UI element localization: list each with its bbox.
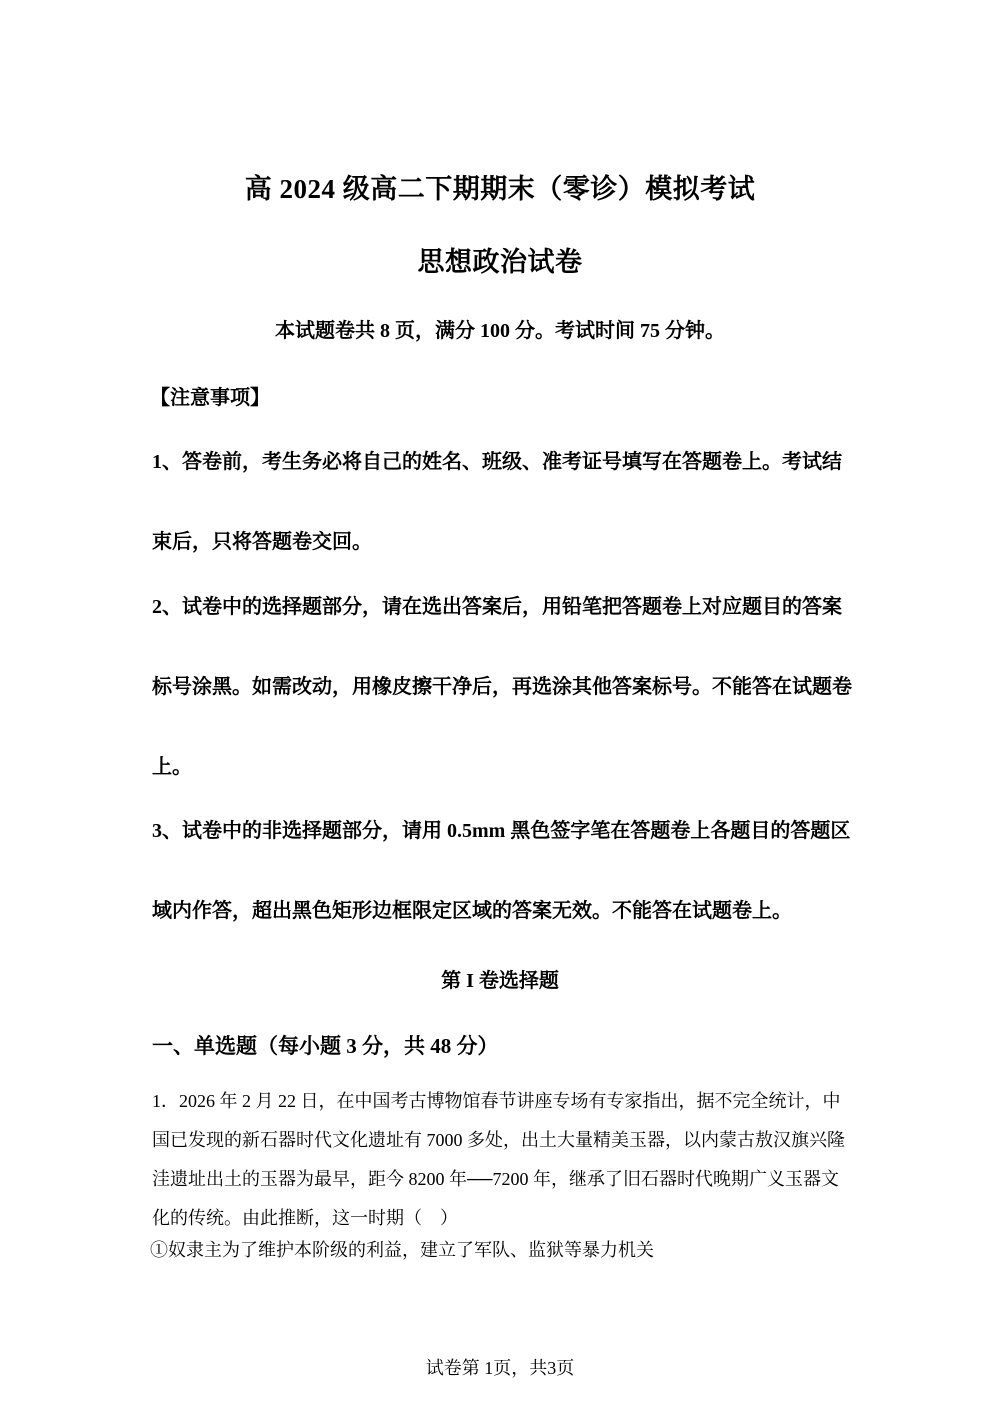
notice-item-1: 1、答卷前，考生务必将自己的姓名、班级、准考证号填写在答题卷上。考试结束后，只将答题卷交回。	[152, 451, 842, 553]
notice-item-2: 2、试卷中的选择题部分，请在选出答案后，用铅笔把答题卷上对应题目的答案标号涂黑。如需改动，用橡皮擦干净后，再选涂其他答案标号。不能答在试题卷上。	[152, 596, 852, 778]
section-title: 第 I 卷选择题	[441, 970, 559, 992]
question-1-text: 1．2026 年 2 月 22 日，在中国考古博物馆春节讲座专场有专家指出，据不完全统计，中国已发现的新石器时代文化遗址有 7000 多处，出土大量精美玉器，以内蒙古敖汉旗兴隆洼遗址出土的玉器为最早，距今 8200 年──7200 年，继承了旧石器时代晚期广义玉器文化的传统。由此推断，这一时期（ ）	[152, 1091, 845, 1228]
exam-title: 高 2024 级高二下期期末（零诊）模拟考试	[244, 174, 756, 204]
exam-subtitle: 思想政治试卷	[417, 247, 583, 277]
page-footer: 试卷第 1页，共3页	[425, 1358, 575, 1378]
exam-info: 本试题卷共 8 页，满分 100 分。考试时间 75 分钟。	[275, 320, 725, 342]
notice-item-3: 3、试卷中的非选择题部分，请用 0.5mm 黑色签字笔在答题卷上各题目的答题区域内作答，超出黑色矩形边框限定区域的答案无效。不能答在试题卷上。	[152, 820, 851, 922]
part-title: 一、单选题（每小题 3 分，共 48 分）	[152, 1034, 499, 1058]
question-1-option-1: ①奴隶主为了维护本阶级的利益，建立了军队、监狱等暴力机关	[150, 1240, 654, 1260]
notice-heading: 【注意事项】	[150, 387, 270, 409]
